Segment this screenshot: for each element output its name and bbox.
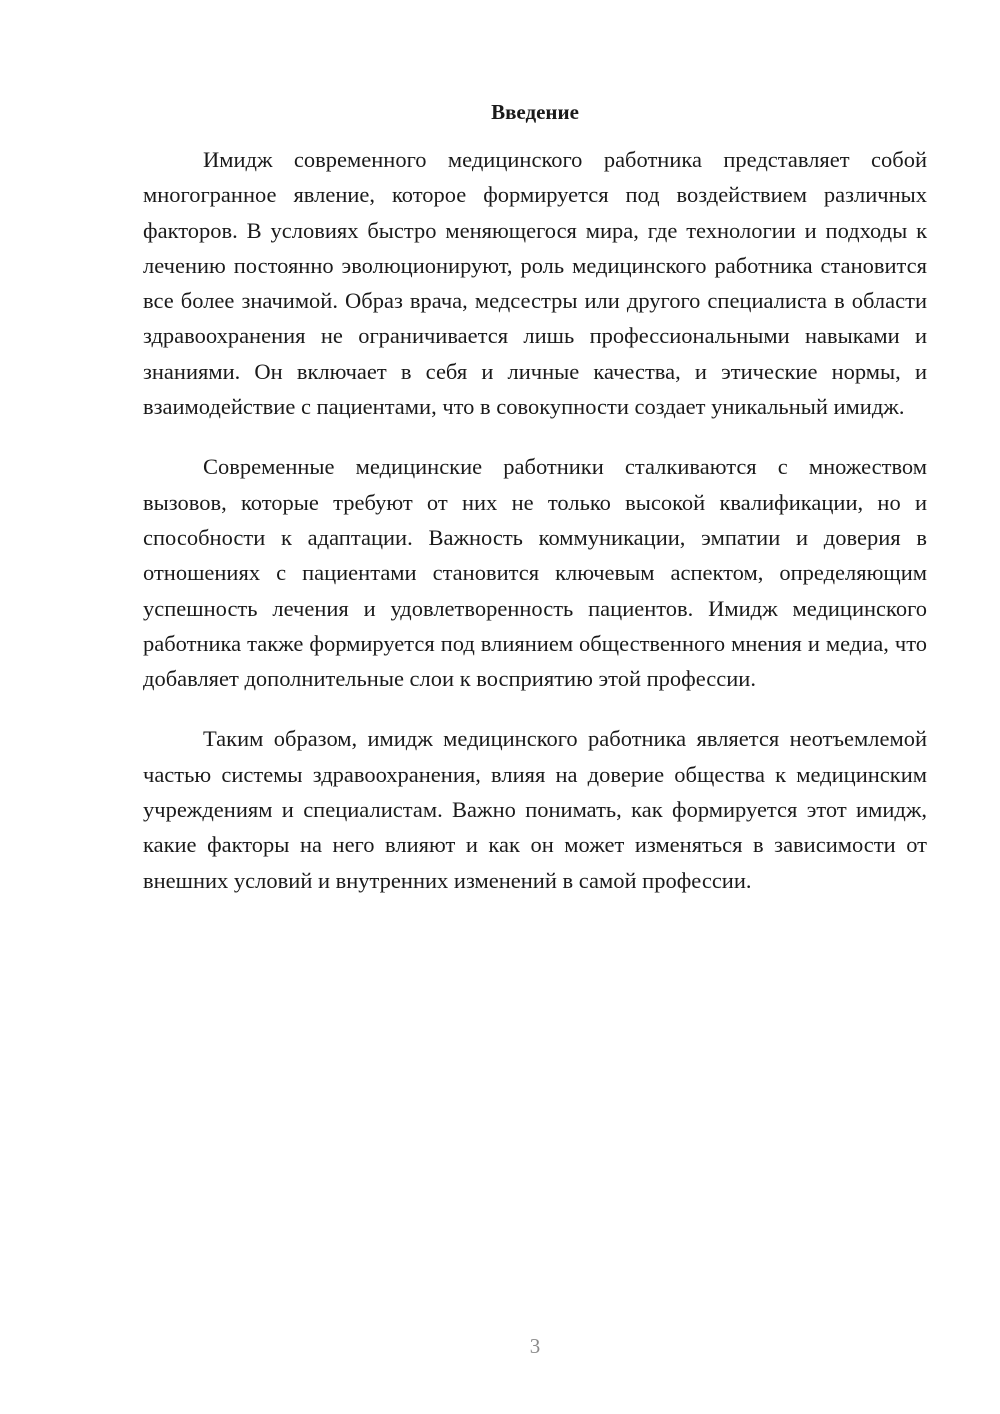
paragraph-1: Имидж современного медицинского работника представляет собой многогранное явление, которое формируется под воздействием различных факторов. В условиях быстро меняющегося мира, где технологии и подходы к лечению постоянно эволюционируют, роль медицинского работника становится все более значимой. Образ врача, медсестры или другого специалиста в области здравоохранения не ограничивается лишь профессиональными навыками и знаниями. Он включает в себя и личные качества, и этические нормы, и взаимодействие с пациентами, что в совокупности создает уникальный имидж. — [143, 147, 927, 420]
page-number: 3 — [529, 1334, 541, 1358]
paragraph-2: Современные медицинские работники сталкиваются с множеством вызовов, которые требуют от них не только высокой квалификации, но и способности к адаптации. Важность коммуникации, эмпатии и доверия в отношениях с пациентами становится ключевым аспектом, определяющим успешность лечения и удовлетворенность пациентов. Имидж медицинского работника также формируется под влиянием общественного мнения и медиа, что добавляет дополнительные слои к восприятию этой профессии. — [143, 454, 927, 692]
body-text — [143, 142, 927, 923]
section-heading: Введение — [491, 100, 579, 124]
paragraph-3: Таким образом, имидж медицинского работника является неотъемлемой частью системы здравоохранения, влияя на доверие общества к медицинским учреждениям и специалистам. Важно понимать, как формируется этот имидж, какие факторы на него влияют и как он может изменяться в зависимости от внешних условий и внутренних изменений в самой профессии. — [143, 726, 927, 893]
